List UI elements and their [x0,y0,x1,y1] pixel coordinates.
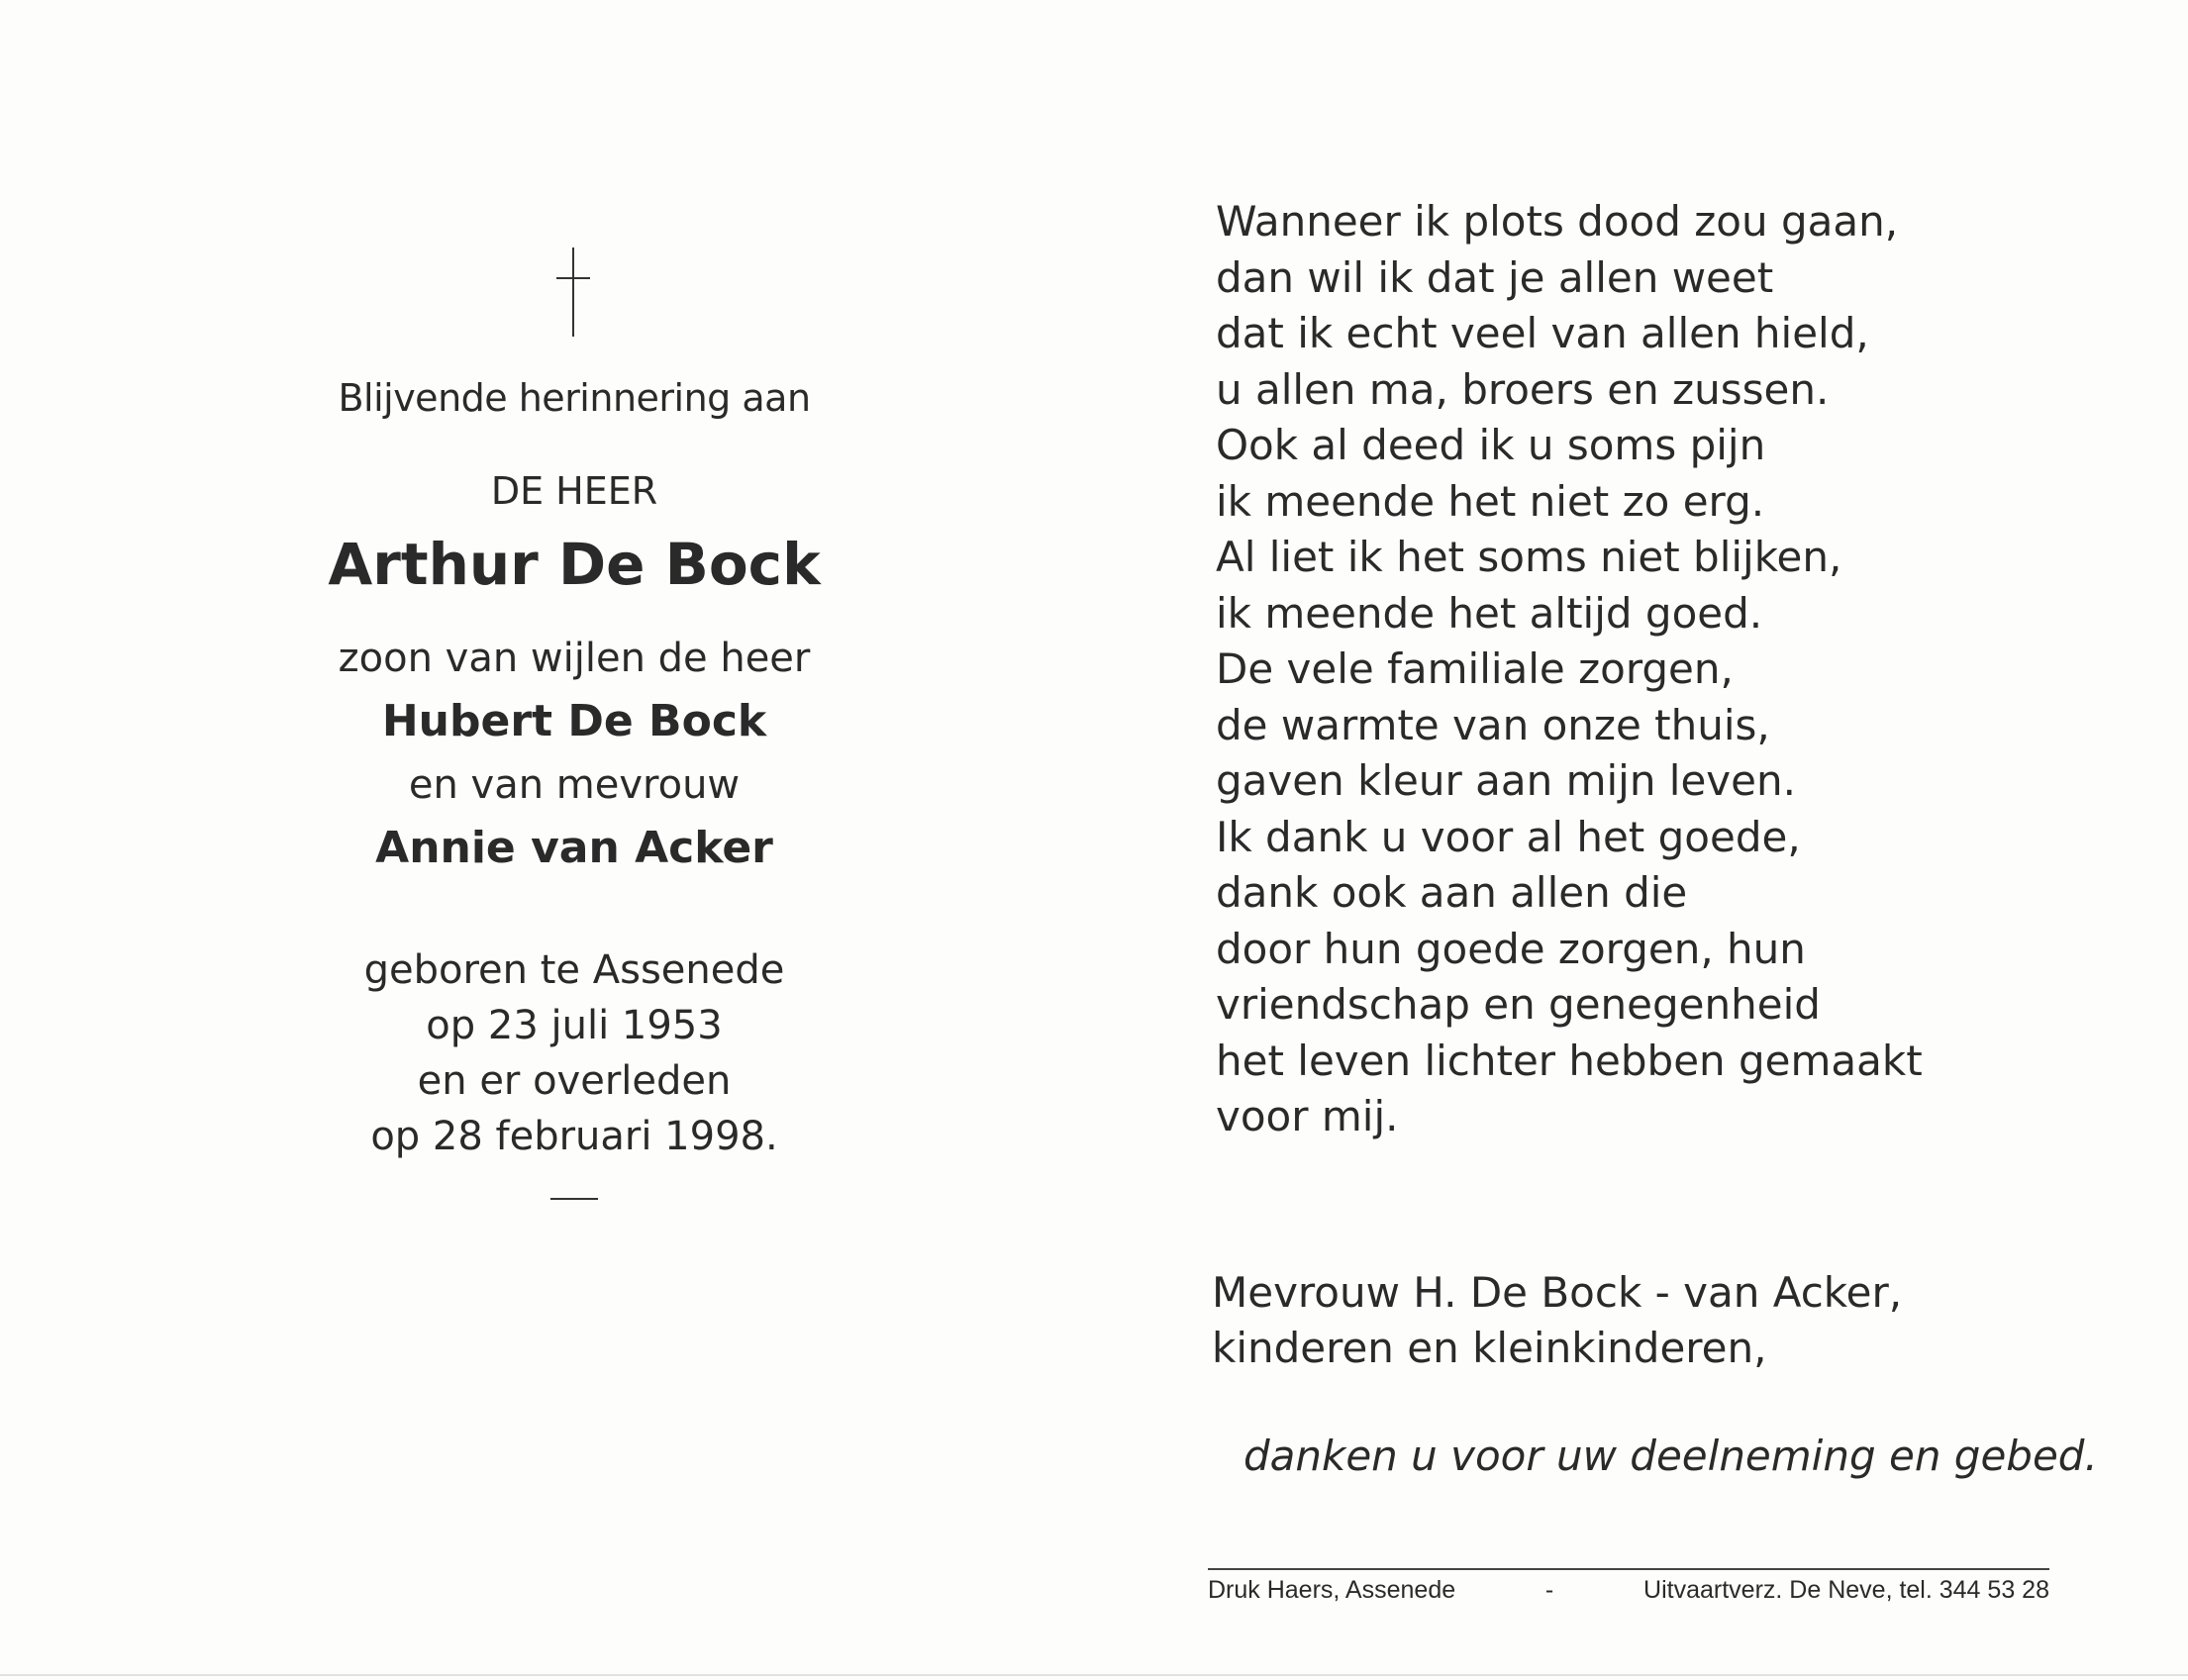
footer-separator: - [1544,1576,1554,1604]
poem-line: dat ik echt veel van allen hield, [1216,309,1869,357]
poem-line: gaven kleur aan mijn leven. [1216,756,1796,805]
poem-line: u allen ma, broers en zussen. [1216,364,1830,414]
son-of-text: zoon van wijlen de heer [338,636,811,681]
poem-line: Ik dank u voor al het goede, [1216,812,1801,861]
father-name: Hubert De Bock [381,696,767,746]
poem-line: door hun goede zorgen, hun [1216,924,1806,973]
poem-line: vriendschap en genegenheid [1216,980,1821,1029]
intro-text: Blijvende herinnering aan [338,376,811,420]
thanks-text: danken u voor uw deelneming en gebed. [1243,1432,2098,1480]
family-signature [1212,1265,1902,1376]
honorific: DE HEER [490,469,658,513]
date-line: op 23 juli 1953 [426,1003,723,1048]
cross-icon [554,247,594,337]
date-line: en er overleden [417,1058,732,1104]
family-line-1: Mevrouw H. De Bock - van Acker, [1212,1268,1903,1317]
printer-footer [1208,1576,2049,1605]
deceased-name: Arthur De Bock [328,531,821,598]
and-of-text: en van mevrouw [408,762,741,808]
poem-line: ik meende het altijd goed. [1216,588,1763,638]
poem-line: het leven lichter hebben gemaakt [1216,1036,1923,1085]
poem [1216,194,2107,1145]
poem-line: De vele familiale zorgen, [1216,644,1734,693]
poem-line: voor mij. [1216,1092,1399,1140]
family-line-2: kinderen en kleinkinderen, [1212,1324,1767,1372]
poem-line: Al liet ik het soms niet blijken, [1216,533,1842,581]
mother-name: Annie van Acker [375,823,773,873]
poem-line: dan wil ik dat je allen weet [1216,252,1774,302]
poem-line: Ook al deed ik u soms pijn [1216,421,1766,469]
left-panel [277,247,871,1200]
poem-line: Wanneer ik plots dood zou gaan, [1216,197,1899,246]
divider-dash [550,1198,598,1200]
footer-rule [1208,1568,2049,1570]
poem-line: dank ook aan allen die [1216,868,1688,917]
poem-line: ik meende het niet zo erg. [1216,476,1765,526]
printer-name: Druk Haers, Assenede [1208,1576,1456,1604]
date-line: op 28 februari 1998. [370,1114,778,1159]
undertaker-info: Uitvaartverz. De Neve, tel. 344 53 28 [1643,1576,2049,1604]
date-line: geboren te Assenede [363,947,785,993]
life-dates [277,942,871,1164]
poem-line: de warmte van onze thuis, [1216,700,1770,749]
